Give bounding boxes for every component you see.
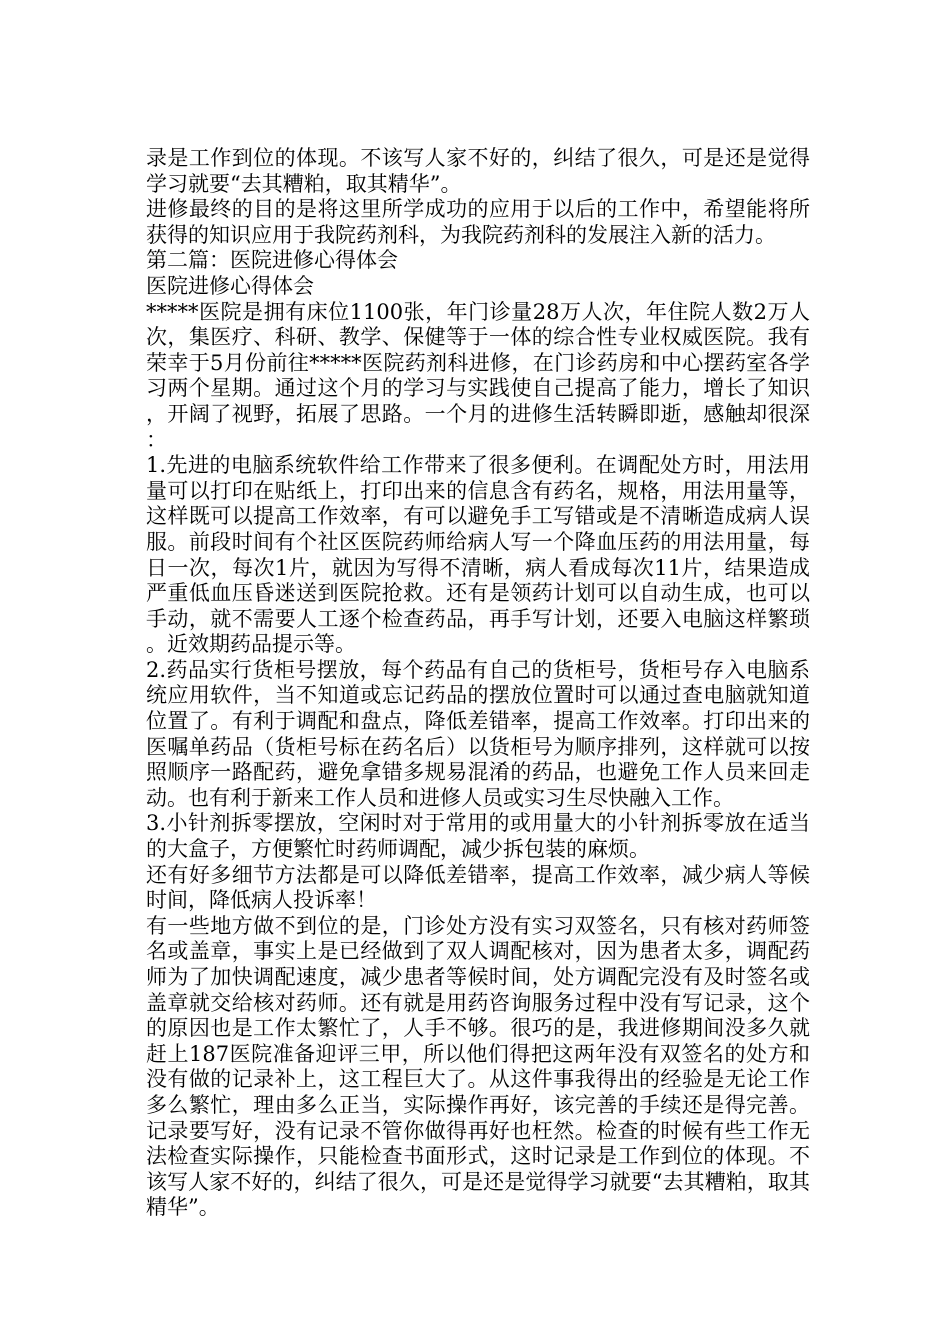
article-title: 医院进修心得体会	[146, 273, 314, 298]
paragraph-intro: *****医院是拥有床位1100张，年门诊量28万人次，年住院人数2万人次，集医疗、科研、教学、保健等于一体的综合性专业权威医院。我有荣幸于5月份前往*****医院药剂科进修，在门诊药房和中心摆药室各学习两个星期。通过这个月的学习与实践使自己提高了能力，增长了知识，开阔了视野，拓展了思路。一个月的进修生活转瞬即逝，感触却很深：	[146, 299, 810, 452]
paragraph-reflection: 有一些地方做不到位的是，门诊处方没有实习双签名，只有核对药师签名或盖章，事实上是已经做到了双人调配核对，因为患者太多，调配药师为了加快调配速度，减少患者等候时间，处方调配完没有及时签名或盖章就交给核对药师。还有就是用药咨询服务过程中没有写记录，这个的原因也是工作太繁忙了，人手不够。很巧的是，我进修期间没多久就赶上187医院准备迎评三甲，所以他们得把这两年没有双签名的处方和没有做的记录补上，这工程巨大了。从这件事我得出的经验是无论工作多么繁忙，理由多么正当，实际操作再好，该完善的手续还是得完善。记录要写好，没有记录不管你做得再好也枉然。检查的时候有些工作无法检查实际操作，只能检查书面形式，这时记录是工作到位的体现。不该写人家不好的，纠结了很久，可是还是觉得学习就要“去其糟粕，取其精华”。	[146, 913, 810, 1220]
paragraph-summary: 还有好多细节方法都是可以降低差错率，提高工作效率，减少病人等候时间，降低病人投诉率！	[146, 862, 810, 913]
paragraph-continuation: 录是工作到位的体现。不该写人家不好的，纠结了很久，可是还是觉得学习就要“去其糟粕，取其精华”。	[146, 146, 810, 196]
paragraph-conclusion: 进修最终的目的是将这里所学成功的应用于以后的工作中，希望能将所获得的知识应用于我院药剂科，为我院药剂科的发展注入新的活力。	[146, 197, 810, 247]
paragraph-point-1: 1.先进的电脑系统软件给工作带来了很多便利。在调配处方时，用法用量可以打印在贴纸上，打印出来的信息含有药名，规格，用法用量等，这样既可以提高工作效率，有可以避免手工写错或是不清晰造成病人误服。前段时间有个社区医院药师给病人写一个降血压药的用法用量，每日一次，每次1片，就因为写得不清晰，病人看成每次11片，结果造成严重低血压昏迷送到医院抢救。还有是领药计划可以自动生成，也可以手动，就不需要人工逐个检查药品，再手写计划，还要入电脑这样繁琐。近效期药品提示等。	[146, 453, 810, 657]
paragraph-point-3: 3.小针剂拆零摆放，空闲时对于常用的或用量大的小针剂拆零放在适当的大盒子，方便繁忙时药师调配，减少拆包装的麻烦。	[146, 811, 810, 862]
paragraph-point-2: 2.药品实行货柜号摆放，每个药品有自己的货柜号，货柜号存入电脑系统应用软件，当不知道或忘记药品的摆放位置时可以通过查电脑就知道位置了。有利于调配和盘点，降低差错率，提高工作效率。打印出来的医嘱单药品（货柜号标在药名后）以货柜号为顺序排列，这样就可以按照顺序一路配药，避免拿错多规易混淆的药品，也避免工作人员来回走动。也有利于新来工作人员和进修人员或实习生尽快融入工作。	[146, 657, 810, 810]
document-page	[146, 146, 810, 1221]
section-heading: 第二篇：医院进修心得体会	[146, 248, 398, 273]
